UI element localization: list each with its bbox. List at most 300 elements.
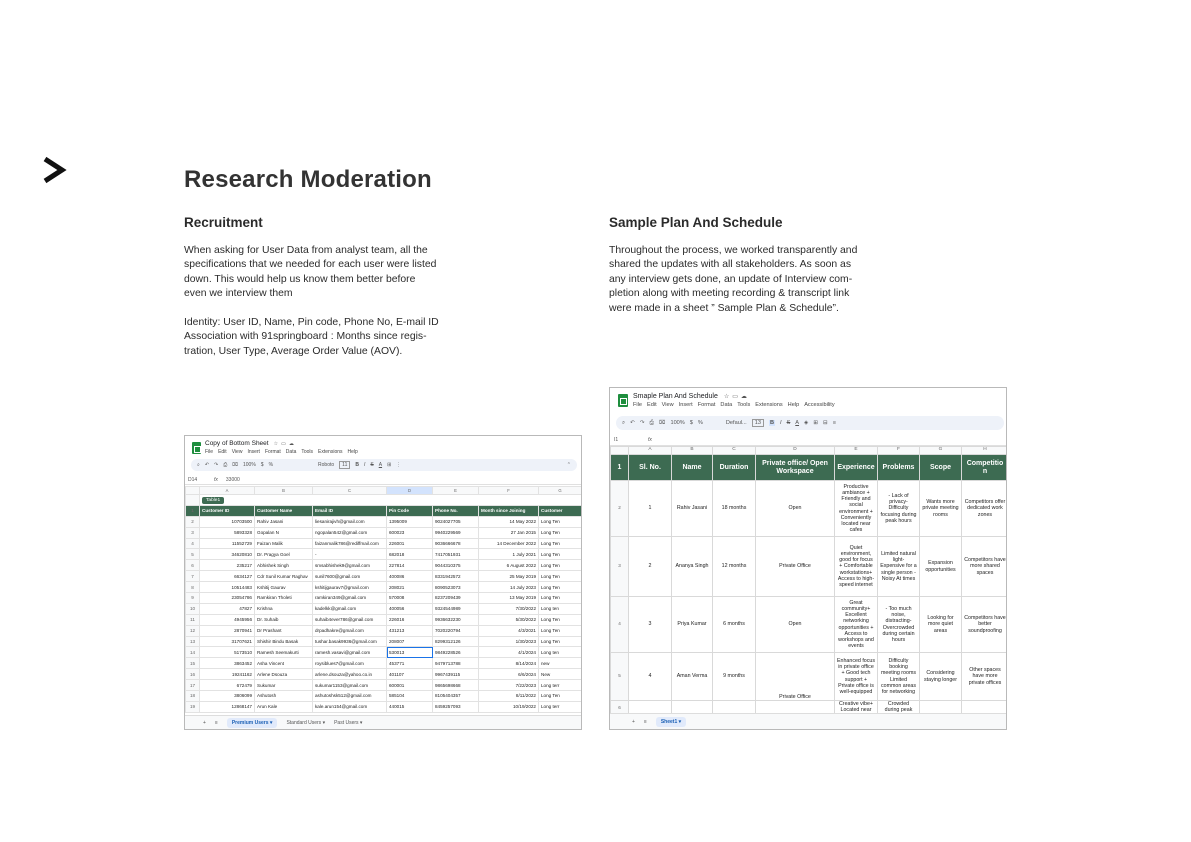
tab-sheet1[interactable]: Sheet1 ▾ xyxy=(656,717,686,727)
document-title[interactable]: Smaple Plan And Schedule xyxy=(633,393,718,400)
table-cell[interactable]: Crowded during peak xyxy=(878,701,920,717)
column-header[interactable]: C xyxy=(313,487,387,495)
paint-format-icon[interactable]: ⌧ xyxy=(232,462,238,468)
header-month-joining[interactable]: Month since Joining xyxy=(479,505,539,516)
header-customer[interactable]: Customer xyxy=(539,505,582,516)
table-cell[interactable]: Arlene Dsouza xyxy=(255,669,313,680)
table-cell[interactable]: Abhishek Singh xyxy=(255,560,313,571)
table-cell[interactable]: ashutoshsk512@gmail.com xyxy=(313,691,387,702)
column-header[interactable]: E xyxy=(835,447,878,455)
add-sheet-icon[interactable]: + xyxy=(203,719,206,726)
table-cell[interactable]: faizanmalik786@rediffmail.com xyxy=(313,538,387,549)
table-row[interactable] xyxy=(186,593,582,604)
table-cell[interactable]: 10/19/2022 xyxy=(479,701,539,712)
table-cell[interactable]: 14 May 2022 xyxy=(479,516,539,527)
table-cell[interactable]: sukumar1153@gmail.com xyxy=(313,680,387,691)
table-row[interactable] xyxy=(186,549,582,560)
table-cell[interactable]: Open xyxy=(756,481,835,537)
menu-file[interactable]: File xyxy=(205,449,214,455)
column-header[interactable]: B xyxy=(255,487,313,495)
table-cell[interactable]: Long terr xyxy=(539,680,582,691)
table-cell[interactable]: Ramkiran Tholeti xyxy=(255,593,313,604)
row-number: 5 xyxy=(186,549,200,560)
table-cell[interactable]: Arun Kale xyxy=(255,701,313,712)
column-header[interactable]: G xyxy=(920,447,962,455)
table-cell[interactable]: 4945956 xyxy=(200,614,255,625)
table-cell[interactable]: Long Ten xyxy=(539,691,582,702)
collapse-icon[interactable]: ⌃ xyxy=(566,462,571,468)
table-cell[interactable]: 600023 xyxy=(387,527,433,538)
table-cell[interactable]: Faizan Malik xyxy=(255,538,313,549)
table-cell[interactable]: 10703500 xyxy=(200,516,255,527)
table-cell[interactable]: 5893328 xyxy=(200,527,255,538)
table-cell[interactable]: 25 May 2019 xyxy=(479,571,539,582)
table-cell[interactable]: new xyxy=(539,658,582,669)
table-cell[interactable]: 9479713788 xyxy=(433,658,479,669)
table-cell[interactable]: 7/30/2022 xyxy=(479,603,539,614)
table-cell[interactable]: Gopalan N xyxy=(255,527,313,538)
column-header[interactable]: A xyxy=(629,447,672,455)
star-icon[interactable]: ☆ xyxy=(273,440,279,447)
column-header[interactable]: D xyxy=(756,447,835,455)
table-cell[interactable]: Priya Kumar xyxy=(672,597,713,653)
menu-extensions[interactable]: Extensions xyxy=(755,402,783,408)
strikethrough-icon[interactable]: S xyxy=(786,420,791,426)
table-cell[interactable]: 570008 xyxy=(387,593,433,604)
print-icon[interactable]: ⎙ xyxy=(223,462,228,468)
table-cell[interactable]: 5173510 xyxy=(200,647,255,658)
table-cell[interactable]: Krishna xyxy=(255,603,313,614)
table-cell[interactable]: Kshitij Gaurav xyxy=(255,582,313,593)
header-sl-no[interactable]: Sl. No. xyxy=(629,455,672,481)
table-cell[interactable]: 18 months xyxy=(713,481,756,537)
table-cell[interactable]: tushar.basak9936@gmail.com xyxy=(313,636,387,647)
table-cell[interactable]: 8299312126 xyxy=(433,636,479,647)
table-cell[interactable]: sunil7600@gmail.com xyxy=(313,571,387,582)
menu-format[interactable]: Format xyxy=(697,402,716,408)
table-cell[interactable]: kadelkk@gmail.com xyxy=(313,603,387,614)
header-email[interactable]: Email ID xyxy=(313,505,387,516)
menu-help[interactable]: Help xyxy=(787,402,800,408)
row-number: 3 xyxy=(611,537,629,597)
menu-data[interactable]: Data xyxy=(285,449,297,455)
table-cell[interactable]: ramkiran349@gmail.com xyxy=(313,593,387,604)
cloud-icon[interactable]: ☁ xyxy=(740,394,747,400)
align-icon[interactable]: ≡ xyxy=(832,420,836,426)
merge-icon[interactable]: ⊟ xyxy=(823,420,828,426)
table-cell[interactable]: Long Ten xyxy=(539,527,582,538)
font-size-input[interactable]: 13 xyxy=(752,419,764,427)
table-cell[interactable]: Rahiv Jasani xyxy=(255,516,313,527)
recruitment-heading: Recruitment xyxy=(184,215,263,230)
undo-icon[interactable]: ↶ xyxy=(204,462,210,468)
table-row[interactable] xyxy=(186,680,582,691)
percent-icon[interactable]: % xyxy=(268,462,274,468)
table-cell[interactable]: 453771 xyxy=(387,658,433,669)
table-cell[interactable]: 600001 xyxy=(387,680,433,691)
table-row[interactable] xyxy=(186,636,582,647)
table-cell[interactable]: Competitors have better soundproofing xyxy=(962,597,1008,653)
text-color-icon[interactable]: A xyxy=(378,462,383,468)
table-cell[interactable]: 401107 xyxy=(387,669,433,680)
table-row[interactable] xyxy=(186,516,582,527)
table-cell[interactable]: Expansion opportunities xyxy=(920,537,962,597)
table-cell[interactable]: 440015 xyxy=(387,701,433,712)
table-cell[interactable]: Open xyxy=(756,597,835,653)
fx-icon: fx xyxy=(214,476,218,483)
strikethrough-icon[interactable]: S xyxy=(370,462,374,468)
table-row[interactable] xyxy=(186,603,582,614)
print-icon[interactable]: ⎙ xyxy=(649,419,654,426)
menu-help[interactable]: Help xyxy=(347,449,358,455)
header-customer-id[interactable]: Customer ID xyxy=(200,505,255,516)
zoom-select[interactable]: 100% xyxy=(243,462,256,468)
table-cell[interactable]: 19241162 xyxy=(200,669,255,680)
table-row[interactable] xyxy=(611,537,1008,597)
table-cell[interactable]: suhaib4ever786@gmail.com xyxy=(313,614,387,625)
table-cell[interactable]: 530013 xyxy=(387,647,433,658)
row-number: 10 xyxy=(186,603,200,614)
table-cell[interactable]: Long Ten xyxy=(539,582,582,593)
table-cell[interactable]: 9036666678 xyxy=(433,538,479,549)
table-cell[interactable]: 34620810 xyxy=(200,549,255,560)
table-cell[interactable]: 1/30/2023 xyxy=(479,636,539,647)
table-cell[interactable]: 14 July 2023 xyxy=(479,582,539,593)
table-cell[interactable]: Dr. Suhaib xyxy=(255,614,313,625)
table-cell[interactable]: 672479 xyxy=(200,680,255,691)
add-sheet-icon[interactable]: + xyxy=(632,718,635,725)
column-header[interactable]: F xyxy=(878,447,920,455)
table-cell[interactable]: 585104 xyxy=(387,691,433,702)
table-row[interactable] xyxy=(186,560,582,571)
table-row[interactable] xyxy=(186,527,582,538)
row-number: 2 xyxy=(611,481,629,537)
menu-edit[interactable]: Edit xyxy=(647,402,657,408)
table-cell[interactable]: 47827 xyxy=(200,603,255,614)
table-row[interactable] xyxy=(611,481,1008,537)
table-row[interactable] xyxy=(186,701,582,712)
table-cell[interactable]: 4 xyxy=(629,653,672,701)
cloud-icon[interactable]: ☁ xyxy=(288,440,294,447)
table-cell[interactable]: 9024027705 xyxy=(433,516,479,527)
search-icon[interactable]: ⌕ xyxy=(622,419,626,426)
table-cell[interactable]: 8/14/2024 xyxy=(479,658,539,669)
table-cell[interactable]: Dr. Pragya Goel xyxy=(255,549,313,560)
menu-bar xyxy=(205,449,358,455)
table-row[interactable] xyxy=(186,582,582,593)
header-duration[interactable]: Duration xyxy=(713,455,756,481)
header-name[interactable]: Name xyxy=(672,455,713,481)
table-cell[interactable]: 9865698668 xyxy=(433,680,479,691)
table-cell[interactable]: Great community+ Excellent networking opportunities + Access to workshops and events xyxy=(835,597,878,653)
table-cell[interactable]: 227814 xyxy=(387,560,433,571)
table-cell[interactable]: Wants more private meeting rooms xyxy=(920,481,962,537)
table-cell[interactable]: Other spaces have more private offices xyxy=(962,653,1008,701)
star-icon[interactable]: ☆ xyxy=(723,394,730,400)
text-color-icon[interactable]: A xyxy=(795,420,800,426)
table-cell[interactable]: 4/1/2024 xyxy=(479,647,539,658)
table-cell[interactable]: Considering staying longer xyxy=(920,653,962,701)
menu-tools[interactable]: Tools xyxy=(301,449,314,455)
currency-icon[interactable]: $ xyxy=(260,462,264,468)
row-number: 9 xyxy=(186,593,200,604)
table-cell[interactable]: 8/11/2022 xyxy=(479,691,539,702)
table-cell[interactable]: 8237209439 xyxy=(433,593,479,604)
table-cell[interactable]: 7417051931 xyxy=(433,549,479,560)
formula-bar xyxy=(610,434,1007,446)
table-row[interactable] xyxy=(186,658,582,669)
table-cell[interactable]: 13 May 2019 xyxy=(479,593,539,604)
tab-premium-users[interactable]: Premium Users ▾ xyxy=(227,718,278,728)
table-cell[interactable]: 226016 xyxy=(387,614,433,625)
table-cell[interactable]: 23054786 xyxy=(200,593,255,604)
table-cell[interactable]: 4/3/2021 xyxy=(479,625,539,636)
tab-past-users[interactable]: Past Users ▾ xyxy=(334,719,363,726)
table-cell[interactable]: 9940229569 xyxy=(433,527,479,538)
table-name-chip[interactable]: Table1 xyxy=(202,497,224,504)
table-cell[interactable]: Sukumar xyxy=(255,680,313,691)
menu-insert[interactable]: Insert xyxy=(678,402,693,408)
table-cell[interactable]: 8105404357 xyxy=(433,691,479,702)
table-cell[interactable]: 431213 xyxy=(387,625,433,636)
more-icon[interactable]: ⋮ xyxy=(396,462,402,468)
column-header[interactable]: E xyxy=(433,487,479,495)
table-cell[interactable]: Long Ten xyxy=(539,571,582,582)
table-cell[interactable]: Long Ten xyxy=(539,625,582,636)
menu-file[interactable]: File xyxy=(633,402,643,408)
table-cell[interactable]: 682018 xyxy=(387,549,433,560)
font-select[interactable]: Roboto xyxy=(318,462,335,468)
table-cell[interactable]: 208021 xyxy=(387,582,433,593)
menu-view[interactable]: View xyxy=(661,402,674,408)
table-cell[interactable]: roysiblues7@gmail.com xyxy=(313,658,387,669)
table-cell[interactable]: 2 xyxy=(629,537,672,597)
table-cell[interactable]: 8331942572 xyxy=(433,571,479,582)
table-cell[interactable]: Private Office xyxy=(756,537,835,597)
table-cell[interactable]: 1395009 xyxy=(387,516,433,527)
all-sheets-icon[interactable]: ≡ xyxy=(214,719,218,726)
table-cell[interactable]: Long Ten xyxy=(539,549,582,560)
menu-format[interactable]: Format xyxy=(264,449,281,455)
formula-input[interactable]: 33000 xyxy=(225,476,240,483)
table-cell[interactable]: 9849228526 xyxy=(433,647,479,658)
table-cell[interactable]: 400086 xyxy=(387,571,433,582)
italic-icon[interactable]: I xyxy=(780,420,782,426)
redo-icon[interactable]: ↷ xyxy=(214,462,219,468)
column-header[interactable]: H xyxy=(962,447,1008,455)
header-problems[interactable]: Problems xyxy=(878,455,920,481)
table-cell[interactable]: 235217 xyxy=(200,560,255,571)
table-cell[interactable]: 2870941 xyxy=(200,625,255,636)
table-cell[interactable]: Long Ten xyxy=(539,593,582,604)
column-header[interactable]: A xyxy=(200,487,255,495)
table-cell[interactable]: 9967439115 xyxy=(433,669,479,680)
table-row[interactable] xyxy=(611,653,1008,701)
table-cell[interactable]: Dr Prashant xyxy=(255,625,313,636)
table-cell[interactable]: 8090523073 xyxy=(433,582,479,593)
table-cell[interactable]: Private Office xyxy=(756,653,835,701)
tab-standard-users[interactable]: Standard Users ▾ xyxy=(286,719,326,726)
table-cell[interactable]: 9936632230 xyxy=(433,614,479,625)
table-cell[interactable]: smsabhishek9@gmail.com xyxy=(313,560,387,571)
table-cell[interactable]: 8459257093 xyxy=(433,701,479,712)
table-cell[interactable]: 1 July 2021 xyxy=(479,549,539,560)
currency-icon[interactable]: $ xyxy=(689,420,693,426)
table-cell[interactable]: arlene.dsouza@yahoo.co.in xyxy=(313,669,387,680)
table-row[interactable] xyxy=(186,691,582,702)
bold-icon[interactable]: B xyxy=(769,420,774,426)
table-row[interactable] xyxy=(186,538,582,549)
table-cell[interactable]: 1 xyxy=(629,481,672,537)
paint-format-icon[interactable]: ⌧ xyxy=(659,420,666,426)
table-cell[interactable]: 10514483 xyxy=(200,582,255,593)
table-cell[interactable]: Ananya Singh xyxy=(672,537,713,597)
table-row[interactable] xyxy=(611,597,1008,653)
column-header[interactable]: B xyxy=(672,447,713,455)
borders-icon[interactable]: ⊞ xyxy=(387,462,392,468)
menu-data[interactable]: Data xyxy=(720,402,733,408)
table-cell[interactable]: ramesh.vasavi@gmail.com xyxy=(313,647,387,658)
table-cell[interactable]: Long Ten xyxy=(539,538,582,549)
name-box[interactable]: I1 xyxy=(614,436,619,443)
table-cell[interactable]: Limited natural light- Expensive for a single person - Noisy At times xyxy=(878,537,920,597)
table-cell[interactable]: 7/22/2023 xyxy=(479,680,539,691)
table-cell[interactable]: 9 months xyxy=(713,653,756,701)
table-row[interactable] xyxy=(186,571,582,582)
table-cell[interactable]: 226001 xyxy=(387,538,433,549)
zoom-select[interactable]: 100% xyxy=(670,420,685,426)
table-cell[interactable]: Long Ten xyxy=(539,560,582,571)
header-workspace[interactable]: Private office/ Open Workspace xyxy=(756,455,835,481)
menu-tools[interactable]: Tools xyxy=(737,402,751,408)
table-cell[interactable]: 3 xyxy=(629,597,672,653)
table-cell[interactable]: 208007 xyxy=(387,636,433,647)
table-cell[interactable]: - Lack of privacy- Difficulty focusing during peak hours xyxy=(878,481,920,537)
table-cell[interactable]: Long Ten xyxy=(539,614,582,625)
table-cell[interactable]: Productive ambiance + Friendly and social environment + Conveniently located near cafes xyxy=(835,481,878,537)
table-cell[interactable]: 6 months xyxy=(713,597,756,653)
column-header[interactable]: D xyxy=(387,487,433,495)
row-number: 17 xyxy=(186,680,200,691)
table-cell[interactable]: Ramesh Seemakurti xyxy=(255,647,313,658)
table-cell[interactable]: Long terr xyxy=(539,701,582,712)
table-cell[interactable]: 5/30/2022 xyxy=(479,614,539,625)
table-cell[interactable]: 27 Jan 2015 xyxy=(479,527,539,538)
column-header[interactable]: C xyxy=(713,447,756,455)
font-select[interactable]: Defaul... xyxy=(725,420,747,426)
column-header[interactable]: G xyxy=(539,487,582,495)
all-sheets-icon[interactable]: ≡ xyxy=(643,718,647,725)
header-phone[interactable]: Phone No. xyxy=(433,505,479,516)
header-pin-code[interactable]: Pin Code xyxy=(387,505,433,516)
table-cell[interactable]: 3863452 xyxy=(200,658,255,669)
table-cell[interactable]: - xyxy=(313,549,387,560)
document-title[interactable]: Copy of Bottom Sheet xyxy=(205,440,269,447)
borders-icon[interactable]: ⊞ xyxy=(813,420,819,426)
table-cell[interactable]: 9324544989 xyxy=(433,603,479,614)
row-number: 11 xyxy=(186,614,200,625)
toolbar xyxy=(616,416,1004,430)
table-cell[interactable]: Rahiv Jasani xyxy=(672,481,713,537)
table-cell[interactable]: Shishir Bindu Basak xyxy=(255,636,313,647)
table-row[interactable] xyxy=(186,647,582,658)
name-box[interactable]: D14 xyxy=(188,476,198,483)
table-cell[interactable]: 11552729 xyxy=(200,538,255,549)
table-row[interactable] xyxy=(186,669,582,680)
table-cell[interactable]: kale.arun154@gmail.com xyxy=(313,701,387,712)
table-cell[interactable]: Asha Vincent xyxy=(255,658,313,669)
folder-icon[interactable]: ▭ xyxy=(281,440,286,447)
table-cell[interactable]: liesanirajivh@gmail.com xyxy=(313,516,387,527)
table-cell[interactable]: Long Ten xyxy=(539,516,582,527)
table-cell[interactable]: kshitijgaurav7@gmail.com xyxy=(313,582,387,593)
table-cell[interactable]: Cdr Sunil Kumar Raghav xyxy=(255,571,313,582)
table-cell[interactable]: Long ten xyxy=(539,603,582,614)
table-cell[interactable]: 6 August 2022 xyxy=(479,560,539,571)
table-cell[interactable]: New xyxy=(539,669,582,680)
table-cell[interactable]: Looking for more quiet areas xyxy=(920,597,962,653)
menu-accessibility[interactable]: Accessibility xyxy=(804,402,835,408)
menu-edit[interactable]: Edit xyxy=(218,449,227,455)
menu-view[interactable]: View xyxy=(231,449,243,455)
table-cell[interactable]: 14 December 2022 xyxy=(479,538,539,549)
table-cell[interactable]: 9044310375 xyxy=(433,560,479,571)
column-header[interactable]: F xyxy=(479,487,539,495)
table-cell[interactable]: 12868147 xyxy=(200,701,255,712)
italic-icon[interactable]: I xyxy=(363,462,366,468)
bold-icon[interactable]: B xyxy=(355,462,359,468)
table-row[interactable] xyxy=(186,614,582,625)
table-cell[interactable]: 31707621 xyxy=(200,636,255,647)
table-cell[interactable]: 12 months xyxy=(713,537,756,597)
search-icon[interactable]: ⌕ xyxy=(197,462,200,468)
table-cell[interactable]: 400056 xyxy=(387,603,433,614)
header-experience[interactable]: Experience xyxy=(835,455,878,481)
table-cell[interactable]: 3806099 xyxy=(200,691,255,702)
header-customer-name[interactable]: Customer Name xyxy=(255,505,313,516)
table-row[interactable] xyxy=(186,625,582,636)
table-cell[interactable]: Creative vibe+ Located near xyxy=(835,701,878,717)
table-cell[interactable]: 6634127 xyxy=(200,571,255,582)
menu-insert[interactable]: Insert xyxy=(247,449,260,455)
table-cell[interactable]: ngopalan542@gmail.com xyxy=(313,527,387,538)
row-number: 1 xyxy=(186,505,200,516)
undo-icon[interactable]: ↶ xyxy=(630,420,635,426)
table-cell[interactable]: Competitors have more shared spaces xyxy=(962,537,1008,597)
table-cell[interactable]: Long ten xyxy=(539,647,582,658)
folder-icon[interactable]: ▭ xyxy=(732,394,738,400)
table-cell[interactable]: Difficulty booking meeting rooms Limited common areas for networking xyxy=(878,653,920,701)
table-cell[interactable]: Quiet environment, good for focus + Comfortable workstations+ Access to high-speed internet xyxy=(835,537,878,597)
sheet-tabs xyxy=(185,715,581,729)
table-cell[interactable]: drpadhakre@gmail.com xyxy=(313,625,387,636)
header-competition[interactable]: Competitio n xyxy=(962,455,1008,481)
table-cell[interactable]: Enhanced focus in private office + Good tech support + Private office is well-equipped xyxy=(835,653,878,701)
table-cell[interactable]: Aman Verma xyxy=(672,653,713,701)
table-cell[interactable]: 7020220794 xyxy=(433,625,479,636)
table-cell[interactable]: Ashutosh xyxy=(255,691,313,702)
table-cell[interactable]: 6/6/2024 xyxy=(479,669,539,680)
fill-color-icon[interactable]: ◈ xyxy=(804,420,809,426)
percent-icon[interactable]: % xyxy=(697,420,703,426)
redo-icon[interactable]: ↷ xyxy=(639,420,645,426)
font-size-input[interactable]: 11 xyxy=(339,461,350,469)
header-scope[interactable]: Scope xyxy=(920,455,962,481)
table-cell[interactable]: Long Ten xyxy=(539,636,582,647)
menu-extensions[interactable]: Extensions xyxy=(318,449,343,455)
table-cell[interactable]: Competitors offer dedicated work zones xyxy=(962,481,1008,537)
table-cell[interactable]: - Too much noise, distracting- Overcrowded during certain hours xyxy=(878,597,920,653)
